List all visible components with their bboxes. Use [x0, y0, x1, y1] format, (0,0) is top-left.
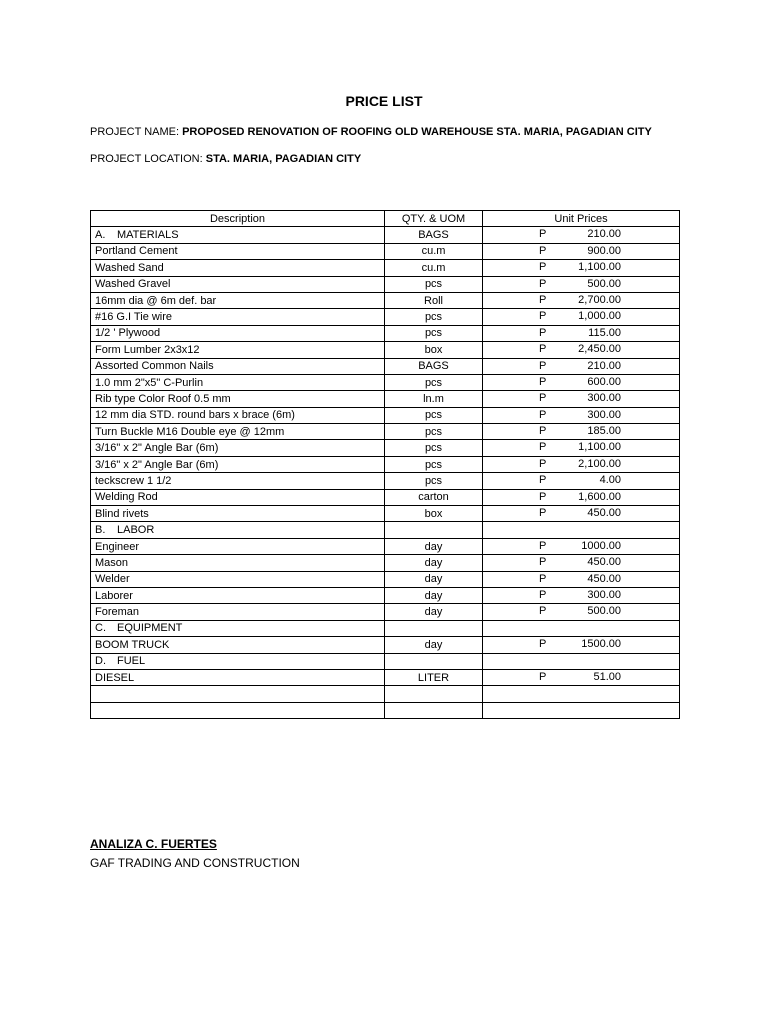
- qty-uom-cell: day: [385, 587, 483, 603]
- qty-uom-cell: cu.m: [385, 243, 483, 259]
- item-description: DIESEL: [91, 669, 385, 685]
- table-row: [91, 604, 680, 620]
- item-description: Engineer: [91, 538, 385, 554]
- table-row: [91, 309, 680, 325]
- signatory-name: ANALIZA C. FUERTES: [90, 837, 217, 851]
- qty-uom-cell: [385, 522, 483, 538]
- unit-price-value: 1,600.00: [578, 490, 621, 503]
- item-description: 3/16" x 2" Angle Bar (6m): [91, 456, 385, 472]
- item-description: 1/2 ' Plywood: [91, 325, 385, 341]
- unit-price-value: 1500.00: [581, 638, 621, 651]
- unit-price-value: 600.00: [587, 375, 621, 388]
- item-description: 16mm dia @ 6m def. bar: [91, 292, 385, 308]
- unit-price-value: 500.00: [587, 605, 621, 618]
- blank-row: [91, 702, 680, 718]
- currency-symbol: P: [539, 343, 547, 356]
- qty-uom-cell: ln.m: [385, 391, 483, 407]
- qty-uom-cell: pcs: [385, 440, 483, 456]
- unit-price-cell: [483, 391, 680, 407]
- qty-uom-cell: box: [385, 342, 483, 358]
- section-row: [91, 653, 680, 669]
- item-description: Rib type Color Roof 0.5 mm: [91, 391, 385, 407]
- currency-symbol: P: [539, 408, 547, 421]
- unit-price-cell: [483, 637, 680, 653]
- section-heading: [91, 620, 385, 636]
- blank-row: [91, 686, 680, 702]
- item-description: #16 G.I Tie wire: [91, 309, 385, 325]
- qty-uom-cell: pcs: [385, 374, 483, 390]
- section-letter: A.: [95, 229, 106, 242]
- table-row: [91, 538, 680, 554]
- table-row: [91, 407, 680, 423]
- table-row: [91, 292, 680, 308]
- unit-price-value: 450.00: [587, 507, 621, 520]
- item-description: teckscrew 1 1/2: [91, 473, 385, 489]
- unit-price-value: 2,100.00: [578, 457, 621, 470]
- header-qty-uom: QTY. & UOM: [385, 211, 483, 227]
- unit-price-cell: [483, 489, 680, 505]
- table-row: [91, 440, 680, 456]
- qty-uom-cell: box: [385, 506, 483, 522]
- qty-uom-cell: BAGS: [385, 227, 483, 243]
- document-title: PRICE LIST: [345, 93, 423, 109]
- currency-symbol: P: [539, 310, 547, 323]
- unit-price-value: 1000.00: [581, 539, 621, 552]
- table-row: [91, 243, 680, 259]
- item-description: Turn Buckle M16 Double eye @ 12mm: [91, 424, 385, 440]
- project-name-label: PROJECT NAME:: [90, 126, 180, 138]
- table-row: [91, 555, 680, 571]
- table-header-row: [91, 211, 680, 227]
- currency-symbol: P: [539, 539, 547, 552]
- section-label: MATERIALS: [117, 229, 179, 242]
- currency-symbol: P: [539, 474, 547, 487]
- section-label: FUEL: [117, 655, 146, 668]
- unit-price-cell: [483, 440, 680, 456]
- qty-uom-cell: pcs: [385, 276, 483, 292]
- unit-price-value: 500.00: [587, 277, 621, 290]
- currency-symbol: P: [539, 326, 547, 339]
- blank-cell: [483, 702, 680, 718]
- qty-uom-cell: pcs: [385, 325, 483, 341]
- item-description: Blind rivets: [91, 506, 385, 522]
- currency-symbol: P: [539, 572, 547, 585]
- unit-price-value: 450.00: [587, 572, 621, 585]
- currency-symbol: P: [539, 457, 547, 470]
- item-description: Welding Rod: [91, 489, 385, 505]
- unit-price-value: 2,700.00: [578, 293, 621, 306]
- item-description: 1.0 mm 2"x5" C-Purlin: [91, 374, 385, 390]
- unit-price-cell: [483, 309, 680, 325]
- currency-symbol: P: [539, 244, 547, 257]
- signatory-company: GAF TRADING AND CONSTRUCTION: [90, 856, 300, 870]
- qty-uom-cell: day: [385, 571, 483, 587]
- qty-uom-cell: pcs: [385, 407, 483, 423]
- table-row: [91, 669, 680, 685]
- currency-symbol: P: [539, 605, 547, 618]
- section-letter: B.: [95, 524, 106, 537]
- table-row: [91, 391, 680, 407]
- unit-price-cell: [483, 292, 680, 308]
- unit-price-cell: [483, 555, 680, 571]
- unit-price-cell: [483, 342, 680, 358]
- unit-price-cell: [483, 604, 680, 620]
- qty-uom-cell: pcs: [385, 424, 483, 440]
- section-row: [91, 227, 680, 243]
- unit-price-cell: [483, 227, 680, 243]
- qty-uom-cell: day: [385, 555, 483, 571]
- currency-symbol: P: [539, 359, 547, 372]
- unit-price-cell: [483, 669, 680, 685]
- unit-price-cell: [483, 325, 680, 341]
- currency-symbol: P: [539, 425, 547, 438]
- unit-price-value: 1,100.00: [578, 441, 621, 454]
- table-row: [91, 456, 680, 472]
- currency-symbol: P: [539, 507, 547, 520]
- currency-symbol: P: [539, 277, 547, 290]
- unit-price-cell: [483, 407, 680, 423]
- table-row: [91, 473, 680, 489]
- table-row: [91, 637, 680, 653]
- table-row: [91, 374, 680, 390]
- unit-price-cell: [483, 276, 680, 292]
- table-row: [91, 260, 680, 276]
- unit-price-value: 1,100.00: [578, 261, 621, 274]
- item-description: Laborer: [91, 587, 385, 603]
- qty-uom-cell: pcs: [385, 456, 483, 472]
- section-label: EQUIPMENT: [117, 622, 183, 635]
- unit-price-cell: [483, 358, 680, 374]
- unit-price-cell: [483, 424, 680, 440]
- project-location-line: [90, 153, 361, 165]
- currency-symbol: P: [539, 556, 547, 569]
- project-name-line: [90, 126, 652, 138]
- currency-symbol: P: [539, 638, 547, 651]
- table-row: [91, 571, 680, 587]
- unit-price-value: 300.00: [587, 408, 621, 421]
- unit-price-cell: [483, 538, 680, 554]
- currency-symbol: P: [539, 588, 547, 601]
- qty-uom-cell: cu.m: [385, 260, 483, 276]
- unit-price-value: 51.00: [593, 670, 621, 683]
- item-description: Washed Gravel: [91, 276, 385, 292]
- currency-symbol: P: [539, 490, 547, 503]
- currency-symbol: P: [539, 441, 547, 454]
- unit-price-value: 210.00: [587, 228, 621, 241]
- unit-price-cell: [483, 571, 680, 587]
- qty-uom-cell: pcs: [385, 473, 483, 489]
- item-description: 3/16" x 2" Angle Bar (6m): [91, 440, 385, 456]
- qty-uom-cell: pcs: [385, 309, 483, 325]
- blank-cell: [483, 686, 680, 702]
- unit-price-cell: [483, 587, 680, 603]
- unit-price-value: 210.00: [587, 359, 621, 372]
- unit-price-cell: [483, 456, 680, 472]
- currency-symbol: P: [539, 392, 547, 405]
- qty-uom-cell: carton: [385, 489, 483, 505]
- unit-price-value: 300.00: [587, 588, 621, 601]
- item-description: Form Lumber 2x3x12: [91, 342, 385, 358]
- table-row: [91, 358, 680, 374]
- qty-uom-cell: BAGS: [385, 358, 483, 374]
- table-row: [91, 342, 680, 358]
- section-row: [91, 620, 680, 636]
- unit-price-value: 1,000.00: [578, 310, 621, 323]
- qty-uom-cell: LITER: [385, 669, 483, 685]
- currency-symbol: P: [539, 228, 547, 241]
- table-row: [91, 276, 680, 292]
- blank-cell: [385, 686, 483, 702]
- currency-symbol: P: [539, 293, 547, 306]
- table-row: [91, 489, 680, 505]
- item-description: Portland Cement: [91, 243, 385, 259]
- item-description: Washed Sand: [91, 260, 385, 276]
- unit-price-value: 4.00: [599, 474, 621, 487]
- header-description: Description: [91, 211, 385, 227]
- item-description: 12 mm dia STD. round bars x brace (6m): [91, 407, 385, 423]
- unit-price-cell: [483, 260, 680, 276]
- currency-symbol: P: [539, 375, 547, 388]
- unit-price-cell: [483, 506, 680, 522]
- project-location-label: PROJECT LOCATION:: [90, 153, 203, 165]
- blank-cell: [91, 686, 385, 702]
- qty-uom-cell: day: [385, 637, 483, 653]
- blank-cell: [91, 702, 385, 718]
- item-description: BOOM TRUCK: [91, 637, 385, 653]
- qty-uom-cell: [385, 620, 483, 636]
- table-row: [91, 325, 680, 341]
- section-heading: [91, 653, 385, 669]
- header-unit-prices: Unit Prices: [483, 211, 680, 227]
- blank-cell: [385, 702, 483, 718]
- unit-price-cell: [483, 374, 680, 390]
- section-row: [91, 522, 680, 538]
- item-description: Assorted Common Nails: [91, 358, 385, 374]
- section-label: LABOR: [117, 524, 155, 537]
- project-name-value: PROPOSED RENOVATION OF ROOFING OLD WAREHOUSE STA. MARIA, PAGADIAN CITY: [182, 126, 652, 138]
- section-letter: D.: [95, 655, 106, 668]
- qty-uom-cell: Roll: [385, 292, 483, 308]
- section-heading: [91, 522, 385, 538]
- qty-uom-cell: day: [385, 538, 483, 554]
- unit-price-value: 2,450.00: [578, 343, 621, 356]
- section-letter: C.: [95, 622, 106, 635]
- table-row: [91, 424, 680, 440]
- unit-price-value: 450.00: [587, 556, 621, 569]
- table-row: [91, 587, 680, 603]
- section-heading: [91, 227, 385, 243]
- unit-price-value: 115.00: [588, 326, 621, 339]
- currency-symbol: P: [539, 261, 547, 274]
- table-row: [91, 506, 680, 522]
- unit-price-value: 300.00: [587, 392, 621, 405]
- unit-price-value: 900.00: [587, 244, 621, 257]
- unit-price-cell: [483, 653, 680, 669]
- unit-price-cell: [483, 243, 680, 259]
- unit-price-value: 185.00: [587, 425, 621, 438]
- unit-price-cell: [483, 473, 680, 489]
- item-description: Welder: [91, 571, 385, 587]
- qty-uom-cell: [385, 653, 483, 669]
- price-table: [90, 210, 680, 719]
- item-description: Foreman: [91, 604, 385, 620]
- currency-symbol: P: [539, 670, 547, 683]
- qty-uom-cell: day: [385, 604, 483, 620]
- price-table-body: [91, 227, 680, 719]
- unit-price-cell: [483, 522, 680, 538]
- item-description: Mason: [91, 555, 385, 571]
- unit-price-cell: [483, 620, 680, 636]
- project-location-value: STA. MARIA, PAGADIAN CITY: [205, 153, 362, 165]
